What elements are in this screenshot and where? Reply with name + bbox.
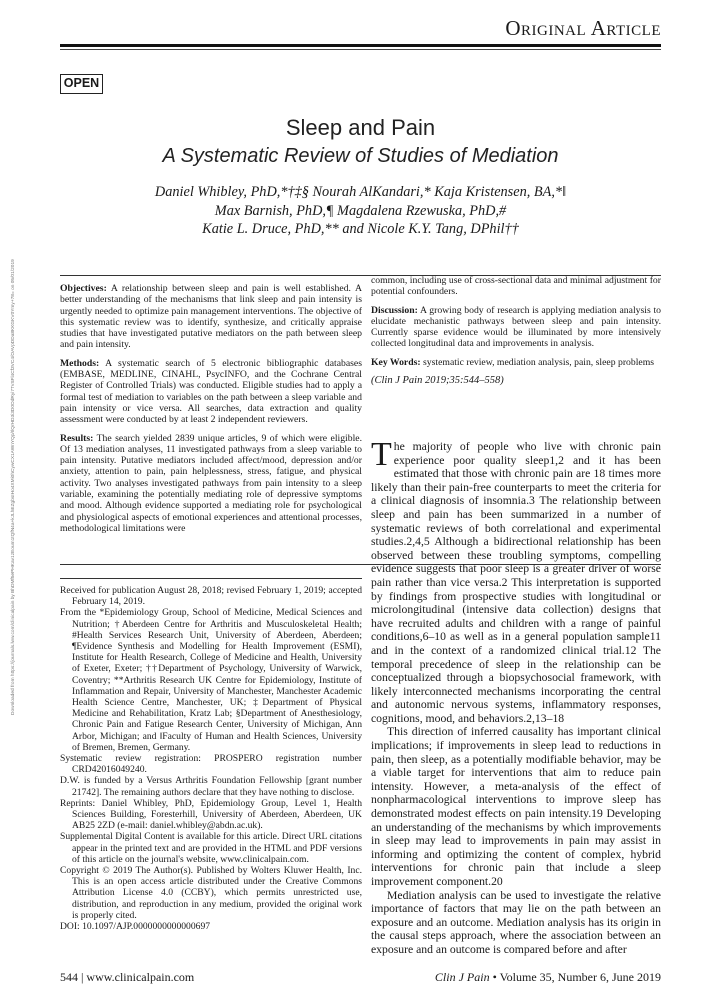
abstract-left-column [60, 283, 362, 541]
abstract-results [60, 433, 362, 535]
page-number: 544 [60, 970, 78, 984]
author-list [90, 183, 631, 239]
footnote-affiliations: From the *Epidemiology Group, School of Medicine, Medical Sciences and Nutrition; †Aberdeen Centre for Arthritis and Musculoskeletal Health; #Health Services Research Unit, University of Aberdeen, Aberdeen; ¶Evidence Synthesis and Modelling for Health Improvement (ESMI), Institute for Health Research, College of Medicine and Health, University of Exeter, Exeter; ††Department of Psychology, University of Warwick, Coventry; **Arthritis Research UK Centre for Epidemiology, Institute of Inflammation and Repair, University of Manchester, Manchester Academic Health Science Centre, Manchester, UK; ‡Department of Physical Medicine and Rehabilitation, Kratz Lab; §Department of Anesthesiology, Chronic Pain and Fatigue Research Center, University of Michigan, Ann Arbor, Michigan; and ‖Faculty of Human and Health Sciences, University of Bremen, Bremen, Germany. [60, 607, 362, 753]
journal-name: Clin J Pain [434, 970, 490, 984]
footnote: Systematic review registration: PROSPERO registration number CRD42016049240. [60, 753, 362, 776]
body-text [371, 436, 661, 957]
abstract-discussion [371, 305, 661, 350]
footnote-reprints: Reprints: Daniel Whibley, PhD, Epidemiology Group, Level 1, Health Sciences Building, Foresterhill, University of Aberdeen, Aberdeen, UK AB25 2ZD (e-mail: daniel.whibley@abdn.ac.uk). [60, 797, 362, 832]
download-note-strip [6, 235, 22, 715]
discussion-text: A growing body of research is applying mediation analysis to elucidate mechanistic pathways between sleep and pain intensity. Currently sparse evidence would be illuminated by more intensively collected longitudinal data and improvements in analysis. [371, 304, 661, 350]
results-label: Results: [60, 432, 94, 444]
footnote-rule [60, 578, 362, 579]
journal-site-link[interactable]: www.clinicalpain.com [86, 970, 195, 984]
footnote: D.W. is funded by a Versus Arthritis Foundation Fellowship [grant number 21742]. The remaining authors declare that they have nothing to disclose. [60, 775, 362, 798]
footnote: Received for publication August 28, 2018; revised February 1, 2019; accepted February 14, 2019. [60, 585, 362, 608]
methods-label: Methods: [60, 357, 100, 369]
authors-line: Daniel Whibley, PhD,*†‡§ Nourah AlKandari,* Kaja Kristensen, BA,*‖ [154, 184, 567, 200]
authors-line: Max Barnish, PhD,¶ Magdalena Rzewuska, PhD,# [214, 202, 507, 219]
footnote-doi: DOI: 10.1097/AJP.0000000000000697 [60, 921, 211, 933]
footer-right: Clin J Pain • Volume 35, Number 6, June 2019 [434, 970, 661, 984]
open-access-badge: OPEN [60, 74, 103, 94]
keywords-label: Key Words: [371, 356, 421, 368]
abstract-objectives [60, 283, 362, 351]
abstract-methods [60, 358, 362, 426]
discussion-label: Discussion: [371, 304, 418, 316]
citation [371, 375, 661, 386]
article-title: Sleep and Pain [285, 115, 436, 140]
results-text: The search yielded 2839 unique articles, 9 of which were eligible. Of 13 mediation analyses, 11 investigated pathways from a sleep variable to pain intensity. Putative mediators included affect/mood, depression and/or anxiety, attention to pain, pain helplessness, stress, fatigue, and physical activity. Two analyses investigated pathways from pain intensity to a sleep variable, examining the potentially mediating role of depressive symptoms and mood. Although evidence supported a mediating role for psychological and physiological aspects of emotional experiences and attentional processes, methodological limitations were [60, 432, 362, 534]
citation-text: (Clin J Pain 2019;35:544–558) [371, 375, 504, 387]
body-paragraph: This direction of inferred causality has important clinical implications; if improvements in sleep lead to reductions in pain, then sleep, as a potentially modifiable behavior, may be a viable target for interventions that aim to reduce pain intensity. However, a meta-analysis of the effect of nonpharmacological interventions to improve sleep has demonstrated modest effects on pain intensity.19 Developing an understanding of the mechanisms by which improvements in sleep may lead to improvements in pain may assist in informing and optimizing the content of complex, hybrid interventions for chronic pain that include a sleep improvement component.20 [371, 725, 661, 888]
objectives-label: Objectives: [60, 283, 107, 294]
article-subtitle: A Systematic Review of Studies of Mediation [162, 145, 559, 167]
body-paragraph [371, 436, 661, 725]
objectives-text: A relationship between sleep and pain is well established. A better understanding of the mechanisms that link sleep and pain intensity is urgently needed to optimize pain management interventions. The objective of this systematic review was to identify, synthesize, and critically appraise studies that have investigated putative mediators on the path between sleep and pain intensity. [60, 283, 362, 351]
issue-info: Volume 35, Number 6, June 2019 [499, 970, 661, 984]
header-rule [60, 44, 661, 47]
authors-line: Katie L. Druce, PhD,** and Nicole K.Y. Tang, DPhil†† [202, 221, 519, 237]
footer-left: 544 | www.clinicalpain.com [60, 970, 195, 984]
download-note: Downloaded from https://journals.lww.com/clinicalpain by BhDMf5ePHKav1zEoum1tQfN4a+kJLhEZgbsIHo4XMi0hCywCX1AWnYQp/IlQrHD3i3D0OdRyi7TvSFl4Cf3VC4/OAVpDDa8KKGKV0Ymy+78= on 05/01/2019 [11, 259, 16, 715]
body-paragraph: Mediation analysis can be used to investigate the relative importance of factors that may lie on the path between an exposure and an outcome. Mediation analysis has its origin in the causal steps approach, where the association between an exposure and an outcome is compared before and after [371, 888, 661, 956]
methods-text: A systematic search of 5 electronic bibliographic databases (EMBASE, MEDLINE, CINAHL, PsycINFO, and the Cochrane Central Register of Controlled Trials) was conducted. Eligible studies had to apply a formal test of mediation to variables on the path between a sleep variable and pain intensity or vice versa. All searches, data extraction and quality assessment were conducted by at least 2 independent reviewers. [60, 357, 362, 426]
drop-cap: T [371, 436, 392, 473]
header-rule-thin [60, 49, 661, 50]
footnote: Supplemental Digital Content is available for this article. Direct URL citations appear in the printed text and are provided in the HTML and PDF versions of this article on the journal's website, www.clinicalpain.com. [60, 831, 362, 865]
abstract-results-continued: common, including use of cross-sectional data and minimal adjustment for potential confounders. [371, 275, 661, 298]
paragraph-text: he majority of people who live with chronic pain experience poor quality sleep1,2 and it has been estimated that those with chronic pain are 18 times more likely than their pain-free counterparts to meet the criteria for a clinical diagnosis of insomnia.3 The relationship between sleep and pain has been summarized in a number of systematic reviews of both correlational and experimental studies.2,4,5 Although a bidirectional relationship has been observed between these troubling symptoms, compelling evidence suggests that poor sleep is a greater driver of worse pain rather than vice versa.2 This interpretation is supported by findings from prospective studies with longitudinal or microlongitudinal (intensive data collection) designs that have recruited adults and children with a range of painful conditions,6–10 as well as in a general population sample11 and in the context of a randomized clinical trial.12 The temporal precedence of sleep in the relationship can be conceptualized through a biopsychosocial framework, with likely interconnected mechanisms incorporating the central and autonomic nervous systems, inflammatory responses, cognitions, mood, and behaviors.2,13–18 [371, 440, 661, 725]
footnote-copyright: Copyright © 2019 The Author(s). Published by Wolters Kluwer Health, Inc. This is an open access article distributed under the Creative Commons Attribution License 4.0 (CCBY), which permits unrestricted use, distribution, and reproduction in any medium, provided the original work is properly cited. [60, 865, 362, 921]
footnotes [60, 586, 362, 932]
keywords-text: systematic review, mediation analysis, pain, sleep problems [423, 356, 655, 368]
abstract-keywords [371, 357, 661, 368]
abstract-right-column [371, 275, 661, 393]
section-label: Original Article [505, 16, 661, 40]
